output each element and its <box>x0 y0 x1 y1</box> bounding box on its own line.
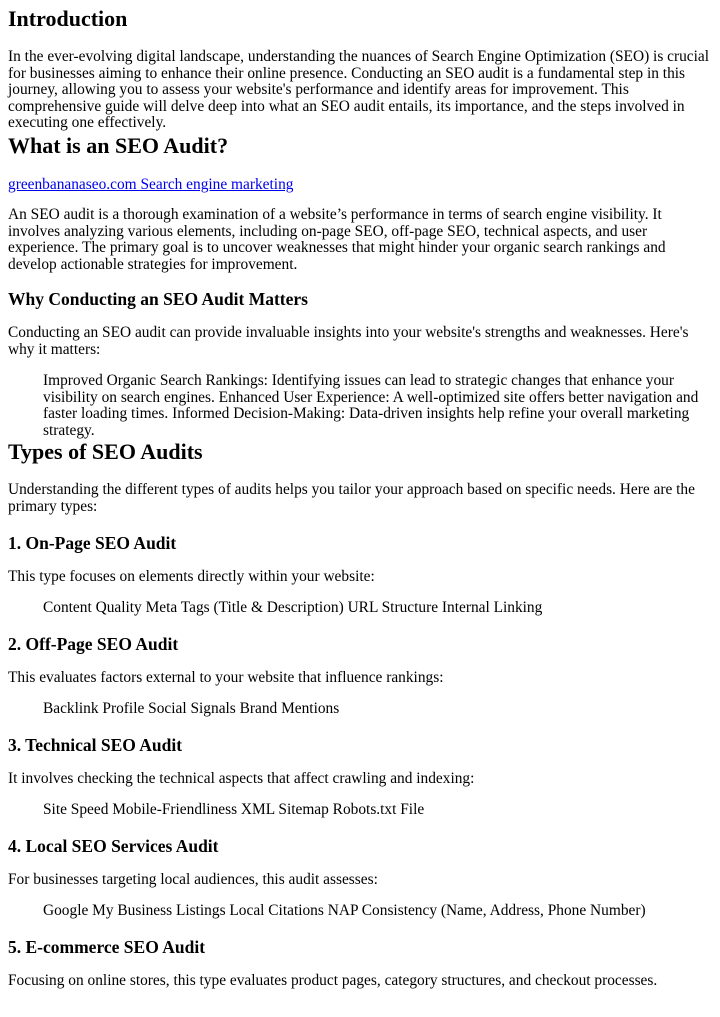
intro-paragraph: In the ever-evolving digital landscape, understanding the nuances of Search Engine Optimization (SEO) is crucial for businesses aiming to enhance their online presence. Conducting an SEO audit is a fundamental step in this journey, allowing you to assess your website's performance and identify areas for improvement. This comprehensive guide will delve deep into what an SEO audit entails, its importance, and the steps involved in executing one effectively. <box>8 48 710 131</box>
what-is-heading: What is an SEO Audit? <box>8 133 229 158</box>
why-paragraph: Conducting an SEO audit can provide invaluable insights into your website's strengths and weaknesses. Here's why it matters: <box>8 324 689 358</box>
local-heading: 4. Local SEO Services Audit <box>8 836 219 856</box>
why-quote: Improved Organic Search Rankings: Identifying issues can lead to strategic changes that enhance your visibility on search engines. Enhanced User Experience: A well-optimized site offers better navigation and faster loading times. Informed Decision-Making: Data-driven insights help refine your overall marketing strategy. <box>43 372 699 439</box>
technical-quote: Site Speed Mobile-Friendliness XML Sitemap Robots.txt File <box>43 801 425 818</box>
local-paragraph: For businesses targeting local audiences, this audit assesses: <box>8 871 378 888</box>
on-page-heading: 1. On-Page SEO Audit <box>8 533 177 553</box>
off-page-paragraph: This evaluates factors external to your website that influence rankings: <box>8 669 444 686</box>
off-page-heading: 2. Off-Page SEO Audit <box>8 634 179 654</box>
why-heading: Why Conducting an SEO Audit Matters <box>8 289 308 309</box>
what-is-paragraph: An SEO audit is a thorough examination of a website’s performance in terms of search engine visibility. It involves analyzing various elements, including on-page SEO, off-page SEO, technical aspects, and user experience. The primary goal is to uncover weaknesses that might hinder your organic search rankings and develop actionable strategies for improvement. <box>8 206 666 273</box>
ecommerce-heading: 5. E-commerce SEO Audit <box>8 937 206 957</box>
technical-paragraph: It involves checking the technical aspects that affect crawling and indexing: <box>8 770 475 787</box>
on-page-paragraph: This type focuses on elements directly within your website: <box>8 568 375 585</box>
technical-heading: 3. Technical SEO Audit <box>8 735 183 755</box>
off-page-quote: Backlink Profile Social Signals Brand Mentions <box>43 700 340 717</box>
local-quote: Google My Business Listings Local Citations NAP Consistency (Name, Address, Phone Number) <box>43 902 646 919</box>
external-link[interactable]: greenbananaseo.com Search engine marketing <box>8 176 294 193</box>
on-page-quote: Content Quality Meta Tags (Title & Description) URL Structure Internal Linking <box>43 599 543 616</box>
types-heading: Types of SEO Audits <box>8 439 203 464</box>
types-paragraph: Understanding the different types of audits helps you tailor your approach based on specific needs. Here are the primary types: <box>8 481 695 515</box>
ecommerce-paragraph: Focusing on online stores, this type evaluates product pages, category structures, and checkout processes. <box>8 972 658 989</box>
intro-heading: Introduction <box>8 6 128 31</box>
